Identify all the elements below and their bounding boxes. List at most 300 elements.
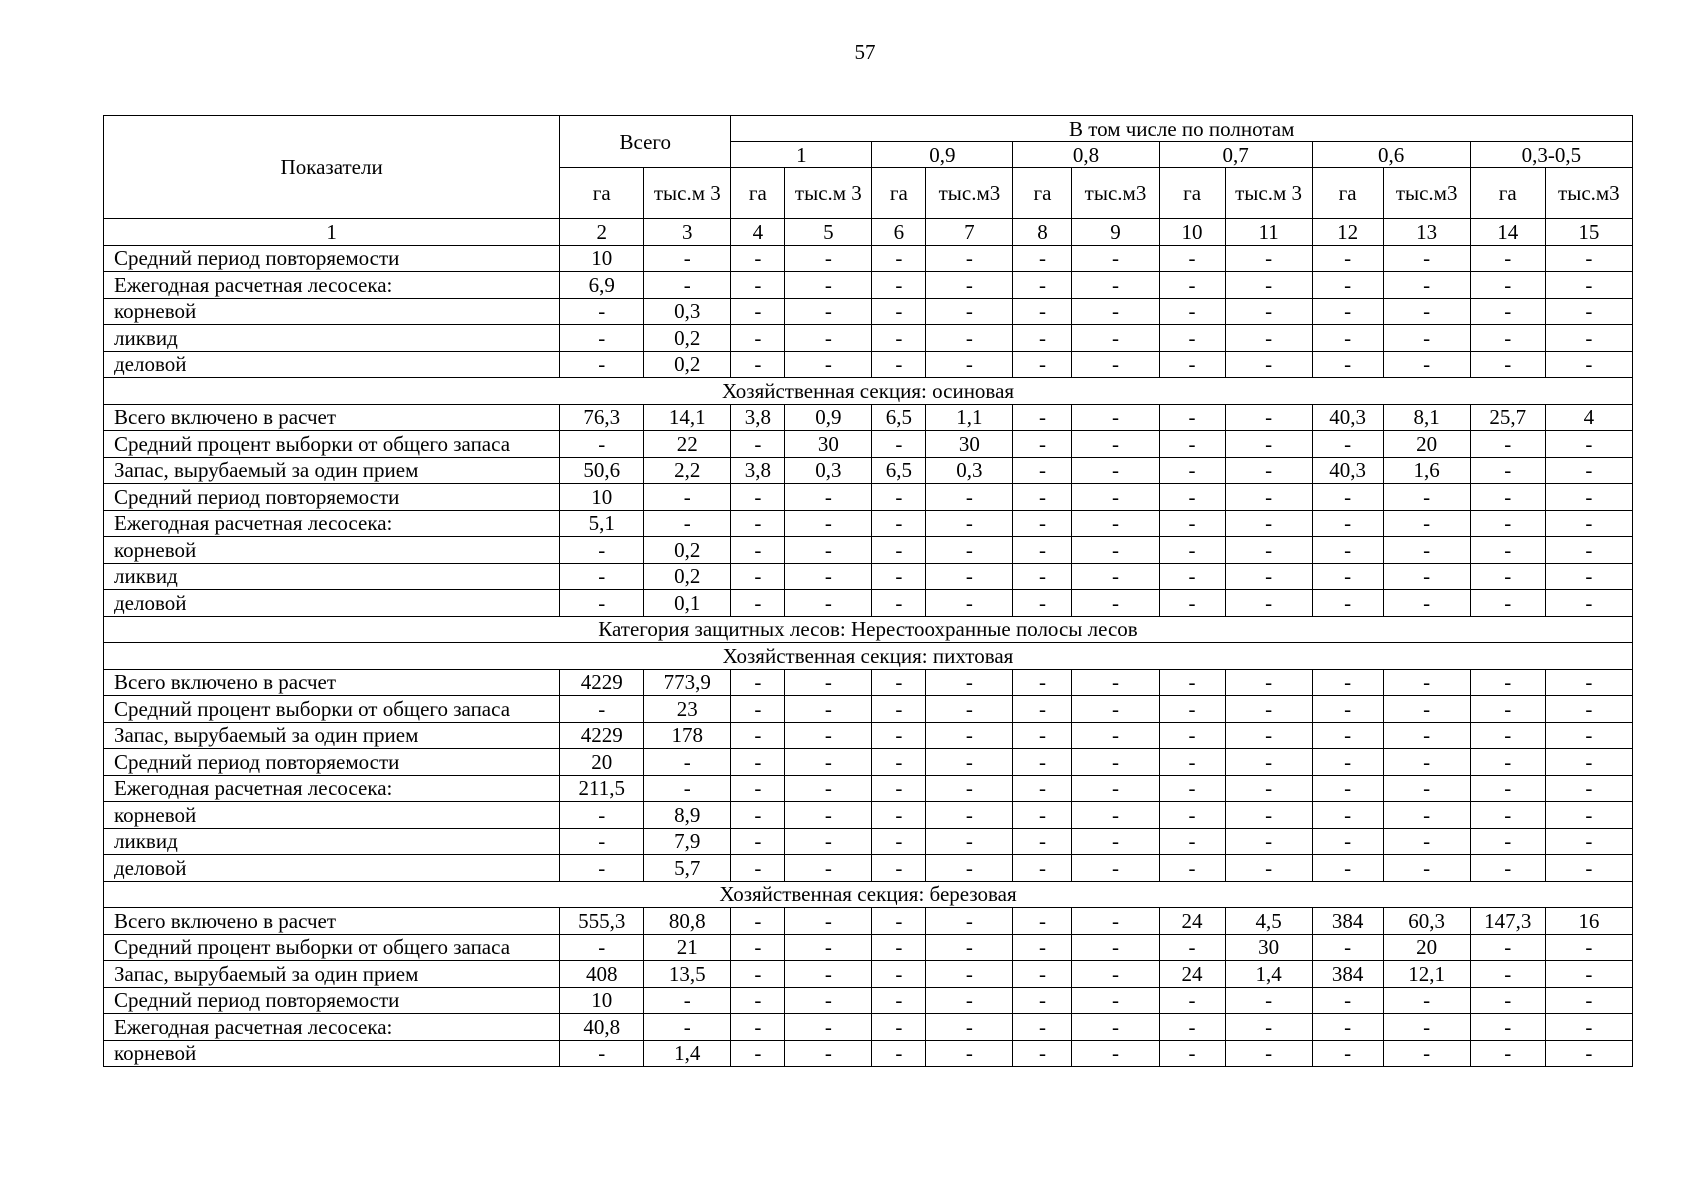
table-row bbox=[104, 908, 1633, 935]
density-header: 0,7 bbox=[1159, 142, 1312, 168]
table-cell: - bbox=[1312, 245, 1383, 272]
table-row bbox=[104, 987, 1633, 1014]
table-cell: 5,1 bbox=[560, 510, 644, 537]
table-cell: - bbox=[785, 696, 872, 723]
row-label: Запас, вырубаемый за один прием bbox=[104, 722, 560, 749]
column-number-row bbox=[104, 219, 1633, 246]
unit-header: га bbox=[1470, 168, 1545, 219]
table-cell: - bbox=[1013, 510, 1072, 537]
table-cell: 1,4 bbox=[644, 1040, 731, 1067]
row-label: Средний процент выборки от общего запаса bbox=[104, 934, 560, 961]
table-cell: - bbox=[1072, 457, 1159, 484]
table-cell: - bbox=[1225, 404, 1312, 431]
table-cell: - bbox=[1312, 828, 1383, 855]
table-cell: 40,3 bbox=[1312, 457, 1383, 484]
row-label: Запас, вырубаемый за один прием bbox=[104, 457, 560, 484]
table-cell: - bbox=[1470, 272, 1545, 299]
table-cell: - bbox=[1159, 749, 1225, 776]
table-cell: - bbox=[1470, 987, 1545, 1014]
table-cell: - bbox=[1225, 457, 1312, 484]
unit-header: га bbox=[1312, 168, 1383, 219]
table-cell: - bbox=[926, 828, 1013, 855]
table-cell: - bbox=[1312, 431, 1383, 458]
table-row bbox=[104, 802, 1633, 829]
table-row bbox=[104, 484, 1633, 511]
unit-header: тыс.м3 bbox=[1545, 168, 1632, 219]
table-row bbox=[104, 351, 1633, 378]
table-cell: - bbox=[1470, 934, 1545, 961]
unit-header: га bbox=[1013, 168, 1072, 219]
table-cell: - bbox=[1545, 325, 1632, 352]
table-cell: - bbox=[1159, 537, 1225, 564]
table-cell: - bbox=[1470, 802, 1545, 829]
table-cell: - bbox=[1545, 669, 1632, 696]
table-cell: 20 bbox=[560, 749, 644, 776]
table-row bbox=[104, 828, 1633, 855]
column-number: 15 bbox=[1545, 219, 1632, 246]
table-cell: 3,8 bbox=[731, 404, 785, 431]
unit-header: га bbox=[872, 168, 926, 219]
table-cell: - bbox=[872, 855, 926, 882]
row-label: Ежегодная расчетная лесосека: bbox=[104, 1014, 560, 1041]
table-cell: - bbox=[1225, 351, 1312, 378]
table-cell: - bbox=[1383, 563, 1470, 590]
table-cell: - bbox=[926, 987, 1013, 1014]
table-cell: - bbox=[1470, 775, 1545, 802]
table-cell: - bbox=[926, 749, 1013, 776]
table-cell: - bbox=[872, 351, 926, 378]
table-cell: - bbox=[1225, 510, 1312, 537]
table-cell: - bbox=[1159, 563, 1225, 590]
table-cell: - bbox=[1072, 245, 1159, 272]
column-number: 5 bbox=[785, 219, 872, 246]
table-cell: - bbox=[560, 590, 644, 617]
table-row bbox=[104, 537, 1633, 564]
table-cell: 0,2 bbox=[644, 325, 731, 352]
table-cell: - bbox=[926, 696, 1013, 723]
table-cell: - bbox=[644, 245, 731, 272]
table-row bbox=[104, 749, 1633, 776]
row-label: деловой bbox=[104, 590, 560, 617]
table-cell: - bbox=[1159, 404, 1225, 431]
table-cell: - bbox=[1470, 563, 1545, 590]
table-row bbox=[104, 961, 1633, 988]
table-cell: - bbox=[1383, 510, 1470, 537]
table-cell: - bbox=[1545, 934, 1632, 961]
table-cell: - bbox=[1013, 537, 1072, 564]
row-label: Запас, вырубаемый за один прием bbox=[104, 961, 560, 988]
table-cell: - bbox=[1470, 298, 1545, 325]
table-cell: - bbox=[785, 828, 872, 855]
table-cell: - bbox=[785, 722, 872, 749]
table-cell: - bbox=[1072, 855, 1159, 882]
table-cell: - bbox=[785, 1014, 872, 1041]
row-label: Ежегодная расчетная лесосека: bbox=[104, 510, 560, 537]
table-cell: - bbox=[1159, 325, 1225, 352]
table-cell: 1,1 bbox=[926, 404, 1013, 431]
table-cell: - bbox=[1545, 563, 1632, 590]
table-row bbox=[104, 934, 1633, 961]
table-cell: - bbox=[872, 669, 926, 696]
column-number: 8 bbox=[1013, 219, 1072, 246]
table-cell: - bbox=[1072, 802, 1159, 829]
table-cell: - bbox=[644, 272, 731, 299]
table-cell: - bbox=[1470, 457, 1545, 484]
table-cell: 147,3 bbox=[1470, 908, 1545, 935]
table-cell: - bbox=[1470, 961, 1545, 988]
table-cell: - bbox=[785, 1040, 872, 1067]
table-cell: - bbox=[1013, 908, 1072, 935]
table-cell: - bbox=[1072, 696, 1159, 723]
table-row bbox=[104, 590, 1633, 617]
table-cell: - bbox=[785, 272, 872, 299]
table-cell: - bbox=[731, 510, 785, 537]
table-cell: - bbox=[785, 961, 872, 988]
table-row bbox=[104, 696, 1633, 723]
unit-header: тыс.м3 bbox=[926, 168, 1013, 219]
table-cell: - bbox=[1312, 325, 1383, 352]
table-cell: - bbox=[1312, 537, 1383, 564]
density-header: 1 bbox=[731, 142, 872, 168]
table-cell: - bbox=[1225, 696, 1312, 723]
table-cell: - bbox=[872, 510, 926, 537]
table-cell: 30 bbox=[785, 431, 872, 458]
table-cell: - bbox=[1470, 1014, 1545, 1041]
table-cell: - bbox=[1470, 855, 1545, 882]
table-cell: - bbox=[1545, 1014, 1632, 1041]
table-cell: - bbox=[731, 484, 785, 511]
table-cell: - bbox=[560, 563, 644, 590]
table-cell: - bbox=[1225, 245, 1312, 272]
column-number: 3 bbox=[644, 219, 731, 246]
table-cell: 773,9 bbox=[644, 669, 731, 696]
table-cell: 1,6 bbox=[1383, 457, 1470, 484]
table-row bbox=[104, 722, 1633, 749]
column-number: 1 bbox=[104, 219, 560, 246]
table-cell: - bbox=[560, 934, 644, 961]
table-cell: - bbox=[1545, 351, 1632, 378]
table-cell: - bbox=[1383, 722, 1470, 749]
density-header: 0,3-0,5 bbox=[1470, 142, 1632, 168]
table-cell: - bbox=[1383, 828, 1470, 855]
section-row bbox=[104, 643, 1633, 670]
table-cell: - bbox=[1225, 325, 1312, 352]
table-cell: 50,6 bbox=[560, 457, 644, 484]
row-label: Средний период повторяемости bbox=[104, 245, 560, 272]
table-cell: - bbox=[1072, 987, 1159, 1014]
table-cell: - bbox=[644, 484, 731, 511]
table-cell: - bbox=[785, 749, 872, 776]
table-cell: - bbox=[1013, 325, 1072, 352]
table-cell: - bbox=[1013, 802, 1072, 829]
table-cell: - bbox=[872, 961, 926, 988]
table-cell: - bbox=[1225, 855, 1312, 882]
forest-allowance-table bbox=[103, 115, 1633, 1067]
table-cell: 16 bbox=[1545, 908, 1632, 935]
table-cell: 6,5 bbox=[872, 457, 926, 484]
table-cell: - bbox=[1312, 351, 1383, 378]
table-cell: - bbox=[1072, 934, 1159, 961]
table-cell: 4229 bbox=[560, 669, 644, 696]
table-cell: - bbox=[872, 749, 926, 776]
table-cell: - bbox=[1545, 272, 1632, 299]
column-number: 10 bbox=[1159, 219, 1225, 246]
table-cell: - bbox=[1072, 669, 1159, 696]
table-cell: - bbox=[1159, 272, 1225, 299]
row-label: ликвид bbox=[104, 828, 560, 855]
table-cell: 40,8 bbox=[560, 1014, 644, 1041]
table-cell: - bbox=[1013, 404, 1072, 431]
table-row bbox=[104, 775, 1633, 802]
table-cell: - bbox=[731, 431, 785, 458]
row-label: Средний период повторяемости bbox=[104, 484, 560, 511]
table-cell: - bbox=[785, 908, 872, 935]
table-cell: - bbox=[1159, 510, 1225, 537]
table-cell: - bbox=[1013, 934, 1072, 961]
column-number: 6 bbox=[872, 219, 926, 246]
row-label: корневой bbox=[104, 802, 560, 829]
table-cell: - bbox=[785, 590, 872, 617]
table-cell: - bbox=[1072, 908, 1159, 935]
column-number: 13 bbox=[1383, 219, 1470, 246]
table-cell: - bbox=[1470, 828, 1545, 855]
page-number: 57 bbox=[854, 40, 876, 64]
table-cell: - bbox=[872, 908, 926, 935]
section-title: Хозяйственная секция: пихтовая bbox=[104, 643, 1633, 670]
table-cell: - bbox=[926, 961, 1013, 988]
row-label: корневой bbox=[104, 298, 560, 325]
table-cell: - bbox=[1312, 749, 1383, 776]
column-number: 7 bbox=[926, 219, 1013, 246]
table-cell: 23 bbox=[644, 696, 731, 723]
table-cell: 80,8 bbox=[644, 908, 731, 935]
table-cell: - bbox=[872, 325, 926, 352]
table-row bbox=[104, 431, 1633, 458]
table-cell: - bbox=[1159, 351, 1225, 378]
table-cell: - bbox=[1312, 722, 1383, 749]
table-cell: - bbox=[644, 987, 731, 1014]
table-cell: - bbox=[560, 537, 644, 564]
table-cell: - bbox=[1312, 802, 1383, 829]
table-cell: - bbox=[872, 484, 926, 511]
table-cell: - bbox=[1159, 722, 1225, 749]
table-cell: - bbox=[1013, 484, 1072, 511]
table-cell: - bbox=[1545, 431, 1632, 458]
table-cell: - bbox=[926, 1014, 1013, 1041]
table-cell: - bbox=[1470, 245, 1545, 272]
table-cell: - bbox=[1225, 431, 1312, 458]
table-cell: 408 bbox=[560, 961, 644, 988]
table-cell: - bbox=[1159, 245, 1225, 272]
table-cell: - bbox=[926, 325, 1013, 352]
table-cell: - bbox=[1383, 1014, 1470, 1041]
table-cell: - bbox=[785, 934, 872, 961]
table-cell: 4229 bbox=[560, 722, 644, 749]
row-label: Средний процент выборки от общего запаса bbox=[104, 696, 560, 723]
table-cell: - bbox=[1072, 722, 1159, 749]
table-cell: - bbox=[644, 749, 731, 776]
table-cell: 21 bbox=[644, 934, 731, 961]
table-cell: 30 bbox=[1225, 934, 1312, 961]
table-cell: - bbox=[1225, 298, 1312, 325]
table-cell: - bbox=[1545, 484, 1632, 511]
table-cell: - bbox=[1225, 775, 1312, 802]
table-cell: - bbox=[785, 855, 872, 882]
table-cell: - bbox=[644, 775, 731, 802]
table-row bbox=[104, 510, 1633, 537]
table-cell: - bbox=[560, 696, 644, 723]
header-indicators: Показатели bbox=[104, 116, 560, 219]
table-cell: - bbox=[1383, 696, 1470, 723]
table-cell: 14,1 bbox=[644, 404, 731, 431]
table-cell: 20 bbox=[1383, 934, 1470, 961]
table-cell: - bbox=[1159, 1040, 1225, 1067]
table-cell: - bbox=[560, 351, 644, 378]
unit-header: тыс.м3 bbox=[1383, 168, 1470, 219]
table-cell: - bbox=[1383, 669, 1470, 696]
table-cell: - bbox=[1470, 749, 1545, 776]
table-cell: - bbox=[1013, 590, 1072, 617]
table-cell: - bbox=[926, 298, 1013, 325]
table-cell: - bbox=[1225, 802, 1312, 829]
column-number: 4 bbox=[731, 219, 785, 246]
table-cell: - bbox=[1159, 1014, 1225, 1041]
table-cell: - bbox=[731, 272, 785, 299]
table-cell: - bbox=[731, 749, 785, 776]
table-cell: - bbox=[1545, 510, 1632, 537]
row-label: Средний период повторяемости bbox=[104, 749, 560, 776]
table-cell: - bbox=[731, 351, 785, 378]
table-cell: - bbox=[1545, 775, 1632, 802]
table-cell: - bbox=[1225, 722, 1312, 749]
table-cell: - bbox=[1383, 325, 1470, 352]
table-cell: - bbox=[1545, 1040, 1632, 1067]
table-cell: - bbox=[1383, 590, 1470, 617]
table-cell: - bbox=[1545, 722, 1632, 749]
table-cell: - bbox=[1013, 749, 1072, 776]
table-cell: - bbox=[785, 484, 872, 511]
table-cell: - bbox=[1159, 934, 1225, 961]
table-cell: - bbox=[1072, 298, 1159, 325]
table-cell: - bbox=[560, 1040, 644, 1067]
table-cell: - bbox=[1383, 484, 1470, 511]
table-row bbox=[104, 563, 1633, 590]
table-cell: - bbox=[872, 1040, 926, 1067]
table-cell: - bbox=[1159, 802, 1225, 829]
table-cell: - bbox=[785, 245, 872, 272]
table-cell: - bbox=[731, 1040, 785, 1067]
table-cell: - bbox=[731, 934, 785, 961]
table-cell: - bbox=[1072, 325, 1159, 352]
table-cell: - bbox=[731, 828, 785, 855]
table-cell: 4,5 bbox=[1225, 908, 1312, 935]
table-cell: - bbox=[1470, 669, 1545, 696]
table-cell: 10 bbox=[560, 987, 644, 1014]
table-cell: 12,1 bbox=[1383, 961, 1470, 988]
table-cell: - bbox=[731, 298, 785, 325]
table-row bbox=[104, 669, 1633, 696]
table-cell: - bbox=[1072, 961, 1159, 988]
table-cell: - bbox=[1225, 1040, 1312, 1067]
table-cell: - bbox=[1013, 457, 1072, 484]
table-cell: - bbox=[1545, 537, 1632, 564]
table-cell: - bbox=[872, 537, 926, 564]
table-cell: - bbox=[1312, 1014, 1383, 1041]
table-cell: - bbox=[731, 1014, 785, 1041]
table-cell: - bbox=[926, 855, 1013, 882]
table-cell: - bbox=[731, 563, 785, 590]
section-row bbox=[104, 616, 1633, 643]
table-cell: - bbox=[785, 669, 872, 696]
table-row bbox=[104, 855, 1633, 882]
table-cell: - bbox=[1072, 749, 1159, 776]
row-label: корневой bbox=[104, 1040, 560, 1067]
table-cell: - bbox=[644, 510, 731, 537]
table-cell: 30 bbox=[926, 431, 1013, 458]
table-cell: - bbox=[731, 590, 785, 617]
table-cell: 384 bbox=[1312, 908, 1383, 935]
row-label: ликвид bbox=[104, 325, 560, 352]
table-cell: - bbox=[1159, 431, 1225, 458]
table-cell: 1,4 bbox=[1225, 961, 1312, 988]
table-cell: 7,9 bbox=[644, 828, 731, 855]
table-cell: - bbox=[872, 1014, 926, 1041]
unit-header: тыс.м 3 bbox=[785, 168, 872, 219]
table-cell: 0,1 bbox=[644, 590, 731, 617]
table-cell: 76,3 bbox=[560, 404, 644, 431]
table-cell: - bbox=[1383, 537, 1470, 564]
density-header: 0,6 bbox=[1312, 142, 1470, 168]
table-cell: - bbox=[731, 961, 785, 988]
table-cell: - bbox=[1072, 431, 1159, 458]
table-cell: - bbox=[1225, 1014, 1312, 1041]
table-cell: - bbox=[1383, 351, 1470, 378]
table-cell: - bbox=[1545, 590, 1632, 617]
table-cell: - bbox=[872, 775, 926, 802]
table-cell: - bbox=[1545, 245, 1632, 272]
table-cell: - bbox=[1072, 484, 1159, 511]
table-cell: - bbox=[1225, 749, 1312, 776]
table-cell: - bbox=[1072, 775, 1159, 802]
row-label: Всего включено в расчет bbox=[104, 669, 560, 696]
section-title: Хозяйственная секция: осиновая bbox=[104, 378, 1633, 405]
table-cell: - bbox=[560, 325, 644, 352]
table-cell: - bbox=[731, 775, 785, 802]
table-cell: - bbox=[1013, 351, 1072, 378]
table-cell: - bbox=[872, 722, 926, 749]
table-cell: - bbox=[1072, 1040, 1159, 1067]
table-cell: - bbox=[926, 908, 1013, 935]
table-cell: - bbox=[926, 510, 1013, 537]
table-cell: 6,9 bbox=[560, 272, 644, 299]
table-cell: - bbox=[731, 987, 785, 1014]
unit-header: тыс.м3 bbox=[1072, 168, 1159, 219]
table-cell: - bbox=[926, 722, 1013, 749]
table-cell: 25,7 bbox=[1470, 404, 1545, 431]
table-cell: - bbox=[1013, 1040, 1072, 1067]
table-cell: - bbox=[1225, 484, 1312, 511]
table-cell: - bbox=[1225, 590, 1312, 617]
table-cell: - bbox=[926, 537, 1013, 564]
table-cell: 0,3 bbox=[644, 298, 731, 325]
table-cell: - bbox=[1383, 802, 1470, 829]
table-cell: - bbox=[1545, 802, 1632, 829]
table-cell: - bbox=[1312, 484, 1383, 511]
row-label: деловой bbox=[104, 351, 560, 378]
table-cell: - bbox=[731, 855, 785, 882]
section-row bbox=[104, 378, 1633, 405]
table-cell: - bbox=[1159, 590, 1225, 617]
